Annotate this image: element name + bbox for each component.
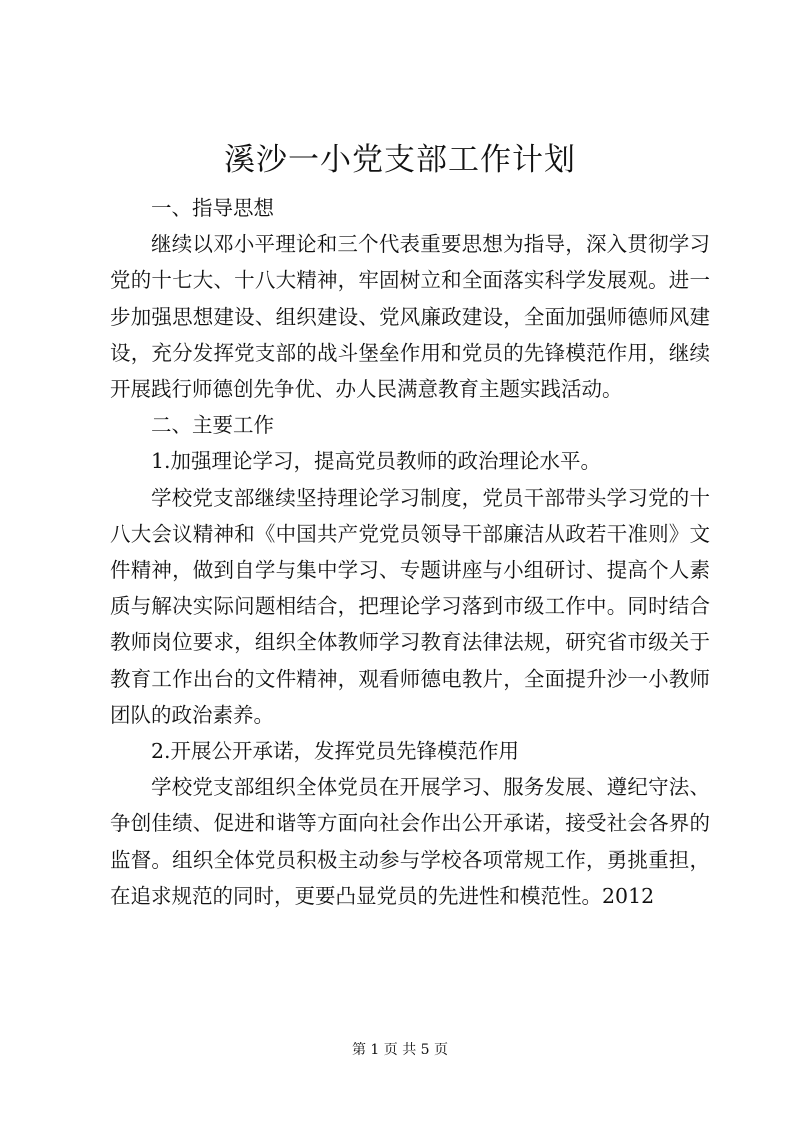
document-body [110, 190, 710, 914]
subheading-theory-study: 1.加强理论学习，提高党员教师的政治理论水平。 [151, 449, 602, 474]
paragraph-public-commitment: 学校党支部组织全体党员在开展学习、服务发展、遵纪守法、争创佳绩、促进和谐等方面向社会作出公开承诺，接受社会各界的监督。组织全体党员积极主动参与学校各项常规工作，勇挑重担，在追求规范的同时，更要凸显党员的先进性和模范性。2012 [110, 775, 710, 908]
paragraph-guiding-ideology: 继续以邓小平理论和三个代表重要思想为指导，深入贯彻学习党的十七大、十八大精神，牢固树立和全面落实科学发展观。进一步加强思想建设、组织建设、党风廉政建设，全面加强师德师风建设，充分发挥党支部的战斗堡垒作用和党员的先锋模范作用，继续开展践行师德创先争优、办人民满意教育主题实践活动。 [110, 232, 710, 402]
subheading-public-commitment: 2.开展公开承诺，发挥党员先锋模范作用 [151, 739, 520, 764]
section-heading-main-work: 二、主要工作 [151, 413, 274, 438]
page-footer: 第 1 页 共 5 页 [351, 1042, 449, 1058]
section-heading-guiding-ideology: 一、指导思想 [151, 196, 274, 220]
document-title: 溪沙一小党支部工作计划 [224, 142, 576, 178]
paragraph-theory-study: 学校党支部继续坚持理论学习制度，党员干部带头学习党的十八大会议精神和《中国共产党党员领导干部廉洁从政若干准则》文件精神，做到自学与集中学习、专题讲座与小组研讨、提高个人素质与解决实际问题相结合，把理论学习落到市级工作中。同时结合教师岗位要求，组织全体教师学习教育法律法规，研究省市级关于教育工作出台的文件精神，观看师德电教片，全面提升沙一小教师团队的政治素养。 [110, 485, 710, 727]
